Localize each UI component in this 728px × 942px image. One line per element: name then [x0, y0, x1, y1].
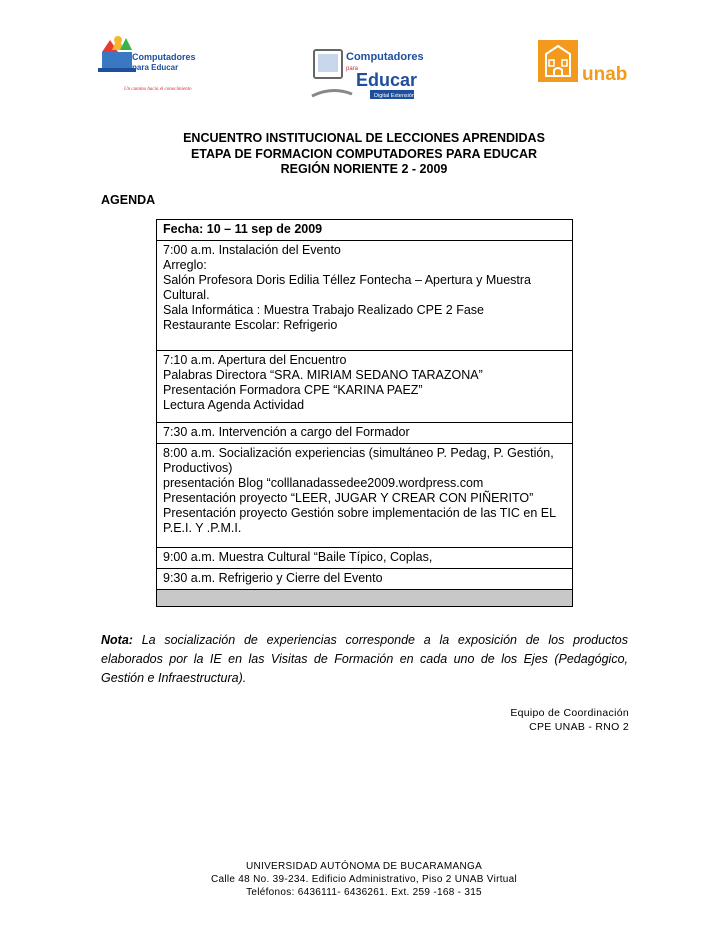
table-row: [157, 220, 573, 241]
table-row: [157, 444, 573, 548]
agenda-heading: AGENDA: [101, 193, 156, 207]
agenda-line: 7:10 a.m. Apertura del Encuentro: [163, 353, 347, 367]
table-row: [157, 569, 573, 590]
date-header: Fecha: 10 – 11 sep de 2009: [157, 220, 573, 241]
agenda-table: [156, 219, 573, 607]
table-row: [157, 241, 573, 351]
svg-text:para Educar: para Educar: [132, 63, 179, 72]
agenda-line: 7:00 a.m. Instalación del Evento: [163, 243, 341, 257]
signature-line-1: Equipo de Coordinación: [510, 707, 629, 719]
agenda-line: Lectura Agenda Actividad: [163, 398, 305, 412]
svg-text:Educar: Educar: [356, 70, 418, 90]
header-logos: [0, 28, 728, 108]
agenda-line: 8:00 a.m. Socialización experiencias (simultáneo P. Pedag, P. Gestión, Productivos): [163, 446, 554, 475]
title-line-3: REGIÓN NORIENTE 2 - 2009: [280, 162, 448, 176]
agenda-line: Salón Profesora Doris Edilia Téllez Fontecha – Apertura y Muestra Cultural.: [163, 273, 532, 302]
page-footer: [0, 860, 728, 899]
footer-line-2: Calle 48 No. 39-234. Edificio Administrativo, Piso 2 UNAB Virtual: [210, 874, 518, 885]
agenda-block-1: [157, 241, 573, 351]
signature-block: [510, 706, 629, 734]
svg-text:para: para: [346, 66, 359, 72]
computadores-para-educar-logo: [96, 32, 196, 98]
table-row-shaded: [157, 590, 573, 607]
agenda-block-2: [157, 351, 573, 423]
svg-text:Un camino hacia el conocimient: Un camino hacia el conocimiento: [124, 87, 192, 92]
document-title: [0, 131, 728, 178]
agenda-line: presentación Blog “colllanadassedee2009.wordpress.com: [163, 476, 484, 490]
agenda-block-4: [157, 444, 573, 548]
signature-line-2: CPE UNAB - RNO 2: [529, 721, 629, 733]
agenda-row-5: 9:00 a.m. Muestra Cultural “Baile Típico, Coplas,: [157, 548, 573, 569]
shaded-cell: [157, 590, 573, 607]
svg-text:Computadores: Computadores: [132, 52, 196, 62]
unab-logo: [538, 40, 628, 90]
note-paragraph: [101, 631, 628, 688]
agenda-row-6: 9:30 a.m. Refrigerio y Cierre del Evento: [157, 569, 573, 590]
agenda-line: Palabras Directora “SRA. MIRIAM SEDANO TARAZONA”: [163, 368, 483, 382]
svg-text:Computadores: Computadores: [346, 51, 424, 63]
agenda-line: Restaurante Escolar: Refrigerio: [163, 318, 338, 332]
computadores-para-educar-digital-logo: [312, 44, 424, 116]
agenda-line: Presentación proyecto “LEER, JUGAR Y CREAR CON PIÑERITO”: [163, 491, 534, 505]
footer-line-3: Teléfonos: 6436111- 6436261. Ext. 259 -168 - 315: [246, 887, 482, 898]
table-row: [157, 423, 573, 444]
note-label: Nota:: [101, 633, 133, 647]
note-text: La socialización de experiencias corresponde a la exposición de los productos elaborados por la IE en las Visitas de Formación en cada uno de los Ejes (Pedagógico, Gestión e Infraestructura).: [101, 633, 628, 685]
svg-text:unab: unab: [582, 64, 628, 85]
title-line-1: ENCUENTRO INSTITUCIONAL DE LECCIONES APRENDIDAS: [183, 131, 545, 145]
svg-text:Digital Extensión: Digital Extensión: [374, 93, 415, 99]
title-line-2: ETAPA DE FORMACION COMPUTADORES PARA EDUCAR: [190, 146, 538, 161]
table-row: [157, 548, 573, 569]
agenda-row-3: 7:30 a.m. Intervención a cargo del Formador: [157, 423, 573, 444]
agenda-line: Presentación Formadora CPE “KARINA PAEZ”: [163, 383, 423, 397]
agenda-line: Sala Informática : Muestra Trabajo Realizado CPE 2 Fase: [163, 303, 484, 317]
agenda-line: Arreglo:: [163, 258, 207, 272]
footer-line-1: UNIVERSIDAD AUTÓNOMA DE BUCARAMANGA: [245, 861, 483, 872]
table-row: [157, 351, 573, 423]
agenda-line: Presentación proyecto Gestión sobre implementación de las TIC en EL P.E.I. Y .P.M.I.: [163, 506, 556, 535]
